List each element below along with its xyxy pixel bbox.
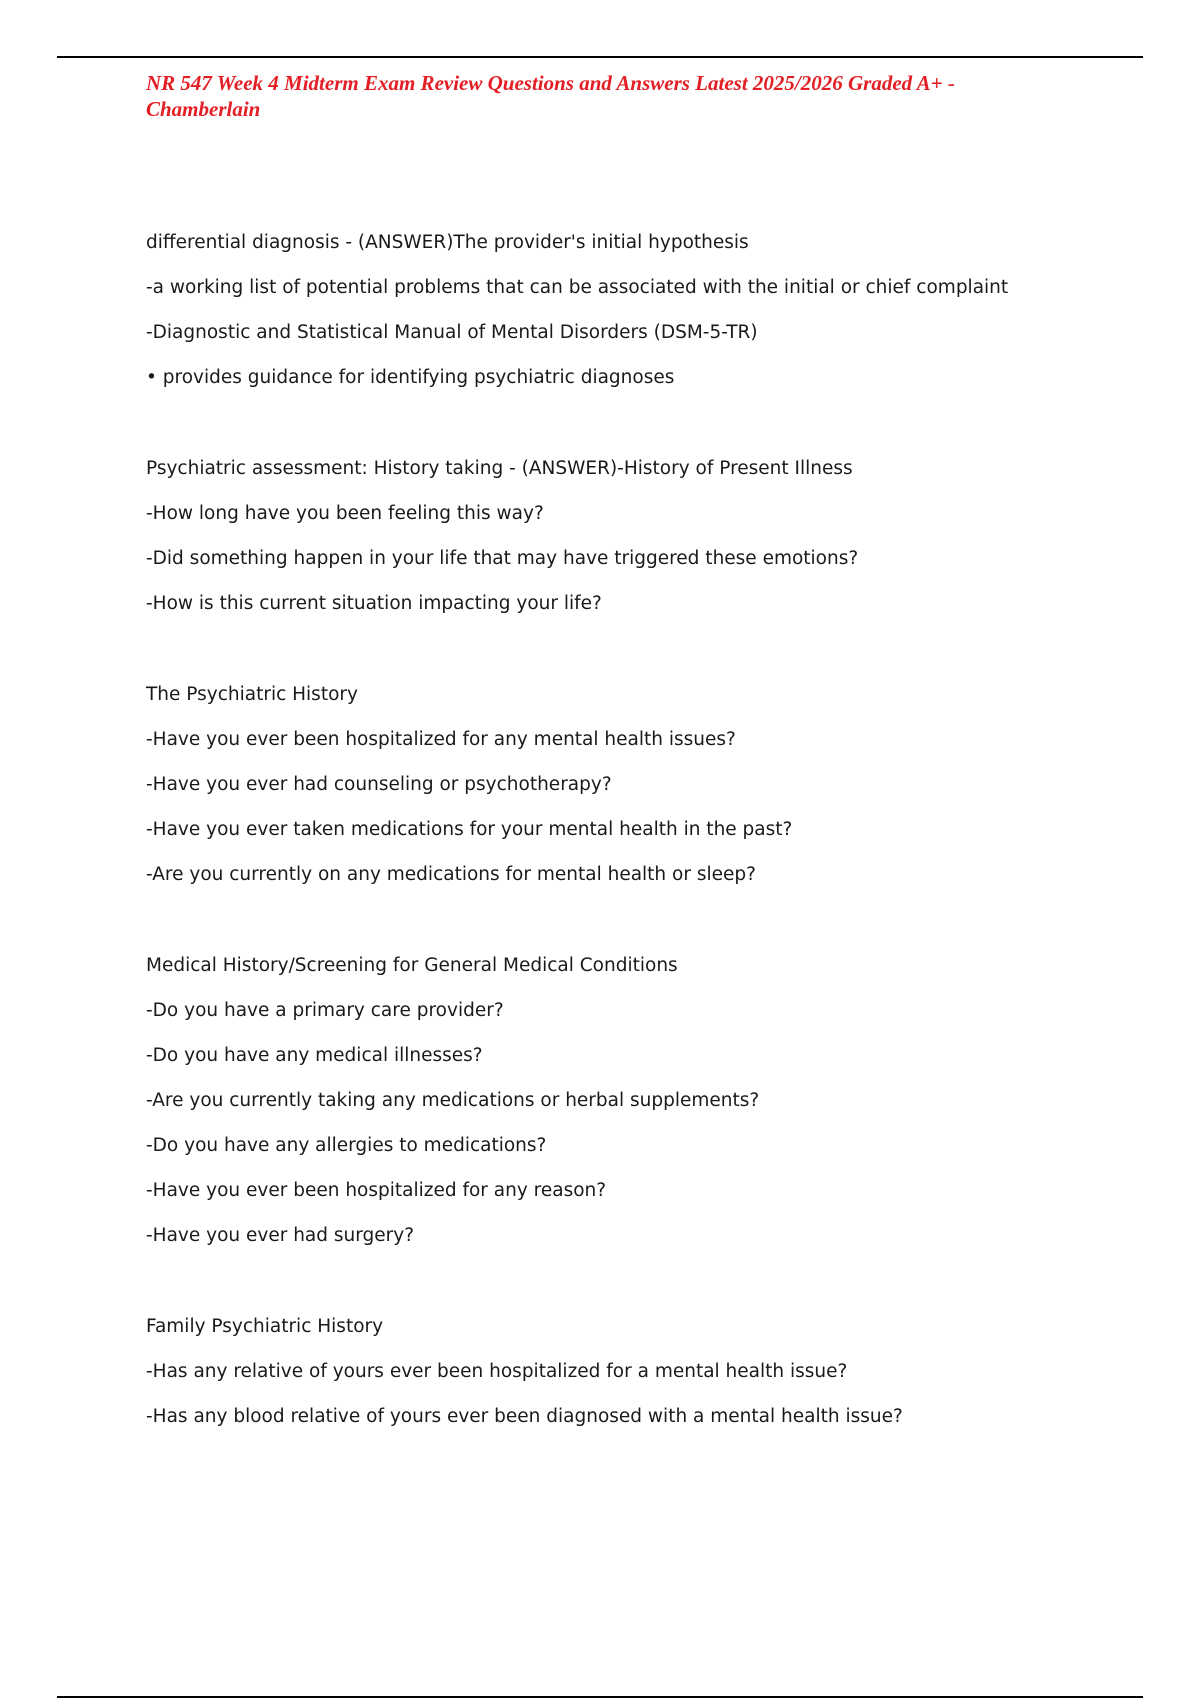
section-history-taking bbox=[146, 455, 1106, 635]
bottom-rule bbox=[57, 1696, 1143, 1698]
section-medical-history bbox=[146, 952, 1106, 1267]
text-line: -a working list of potential problems that can be associated with the initial or chief complaint bbox=[146, 277, 1009, 298]
text-line: -Has any relative of yours ever been hospitalized for a mental health issue? bbox=[146, 1361, 848, 1382]
text-line: -Have you ever had counseling or psychotherapy? bbox=[146, 774, 612, 795]
text-line: -Are you currently taking any medications or herbal supplements? bbox=[146, 1090, 760, 1111]
text-line: -Have you ever taken medications for your mental health in the past? bbox=[146, 819, 793, 840]
text-line: -Do you have any allergies to medications? bbox=[146, 1135, 547, 1156]
text-line: -Diagnostic and Statistical Manual of Mental Disorders (DSM-5-TR) bbox=[146, 322, 758, 343]
text-line: -Have you ever been hospitalized for any reason? bbox=[146, 1180, 607, 1201]
text-line: differential diagnosis - (ANSWER)The provider's initial hypothesis bbox=[146, 232, 749, 253]
text-line: The Psychiatric History bbox=[146, 684, 358, 705]
text-line: Family Psychiatric History bbox=[146, 1316, 384, 1337]
text-line: -Do you have a primary care provider? bbox=[146, 1000, 504, 1021]
text-line: Psychiatric assessment: History taking - (ANSWER)-History of Present Illness bbox=[146, 458, 853, 479]
text-line: -Have you ever been hospitalized for any mental health issues? bbox=[146, 729, 736, 750]
text-line: Medical History/Screening for General Medical Conditions bbox=[146, 955, 678, 976]
text-line: -How is this current situation impacting your life? bbox=[146, 593, 602, 614]
top-rule bbox=[57, 56, 1143, 58]
text-line: -Are you currently on any medications for mental health or sleep? bbox=[146, 864, 756, 885]
document-body bbox=[146, 229, 1106, 1494]
text-line: -Have you ever had surgery? bbox=[146, 1225, 415, 1246]
section-differential-diagnosis bbox=[146, 229, 1106, 409]
text-line: -Has any blood relative of yours ever been diagnosed with a mental health issue? bbox=[146, 1406, 903, 1427]
section-family-psychiatric-history bbox=[146, 1313, 1106, 1448]
document-title: NR 547 Week 4 Midterm Exam Review Questions and Answers Latest 2025/2026 Graded A+ - Chamberlain bbox=[146, 71, 955, 121]
text-line: -Did something happen in your life that may have triggered these emotions? bbox=[146, 548, 859, 569]
text-line: -How long have you been feeling this way? bbox=[146, 503, 544, 524]
section-psychiatric-history bbox=[146, 681, 1106, 906]
text-line: -Do you have any medical illnesses? bbox=[146, 1045, 483, 1066]
text-line: • provides guidance for identifying psychiatric diagnoses bbox=[146, 367, 675, 388]
